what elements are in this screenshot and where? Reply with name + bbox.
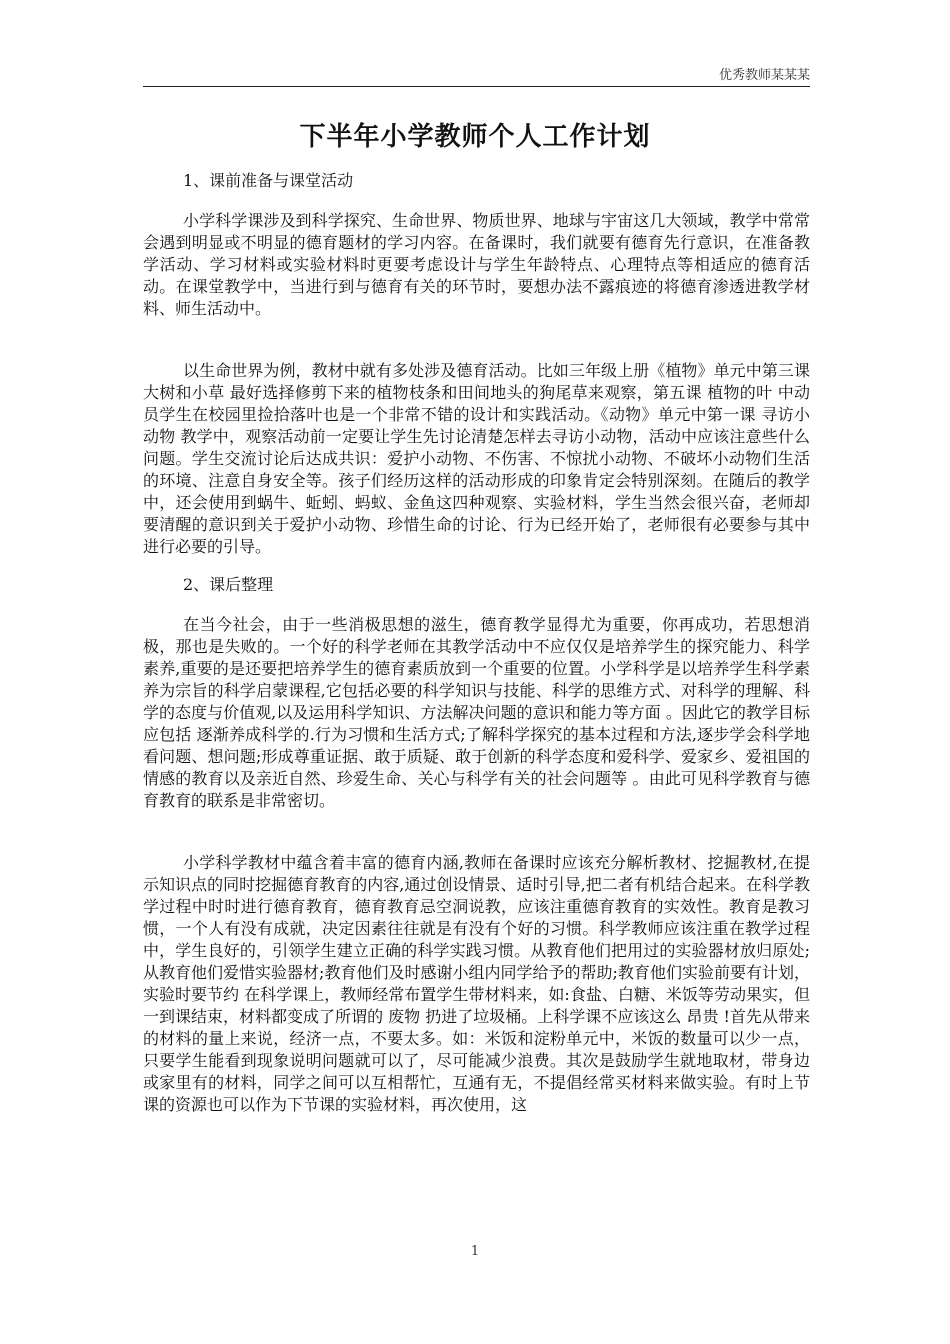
header-divider	[143, 86, 810, 87]
section-heading-2: 2、课后整理	[183, 575, 274, 594]
document-body	[143, 170, 810, 1116]
document-title: 下半年小学教师个人工作计划	[299, 122, 651, 152]
paragraph-4: 小学科学教材中蕴含着丰富的德育内涵,教师在备课时应该充分解析教材、挖掘教材,在提示知识点的同时挖掘德育教育的内容,通过创设情景、适时引导,把二者有机结合起来。在科学教学过程中时时进行德育教育，德育教育忌空洞说教，应该注重德育教育的实效性。教育是教习惯，一个人有没有成就，决定因素往往就是有没有个好的习惯。科学教师应该注重在教学过程中，学生良好的，引领学生建立正确的科学实践习惯。从教育他们把用过的实验器材放归原处;从教育他们爱惜实验器材;教育他们及时感谢小组内同学给予的帮助;教育他们实验前要有计划，实验时要节约 在科学课上，教师经常布置学生带材料来，如:食盐、白糖、米饭等劳动果实，但一到课结束，材料都变成了所谓的 废物 扔进了垃圾桶。上科学课不应该这么 昂贵 !首先从带来的材料的量上来说，经济一点，不要太多。如：米饭和淀粉单元中，米饭的数量可以少一点，只要学生能看到现象说明问题就可以了，尽可能减少浪费。其次是鼓励学生就地取材，带身边或家里有的材料，同学之间可以互相帮忙，互通有无，不提倡经常买材料来做实验。有时上节课的资源也可以作为下节课的实验材料，再次使用，这	[143, 853, 810, 1114]
page-number: 1	[470, 1244, 480, 1259]
section-heading-1: 1、课前准备与课堂活动	[183, 171, 354, 190]
paragraph-3: 在当今社会，由于一些消极思想的滋生，德育教学显得尤为重要，你再成功，若思想消极，那也是失败的。一个好的科学老师在其教学活动中不应仅仅是培养学生的探究能力、科学素养,重要的是还要把培养学生的德育素质放到一个重要的位置。小学科学是以培养学生科学素养为宗旨的科学启蒙课程,它包括必要的科学知识与技能、科学的思维方式、对科学的理解、科学的态度与价值观,以及运用科学知识、方法解决问题的意识和能力等方面 。因此它的教学目标应包括 逐渐养成科学的.行为习惯和生活方式;了解科学探究的基本过程和方法,逐步学会科学地看问题、想问题;形成尊重证据、敢于质疑、敢于创新的科学态度和爱科学、爱家乡、爱祖国的情感的教育以及亲近自然、珍爱生命、关心与科学有关的社会问题等 。由此可见科学教育与德育教育的联系是非常密切。	[143, 615, 810, 810]
paragraph-2: 以生命世界为例，教材中就有多处涉及德育活动。比如三年级上册《植物》单元中第三课 大树和小草 最好选择修剪下来的植物枝条和田间地头的狗尾草来观察，第五课 植物的叶 中动员学生在校园里捡拾落叶也是一个非常不错的设计和实践活动。《动物》单元中第一课 寻访小动物 教学中，观察活动前一定要让学生先讨论清楚怎样去寻访小动物，活动中应该注意些什么问题。学生交流讨论后达成共识：爱护小动物、不伤害、不惊扰小动物、不破坏小动物们生活的环境、注意自身安全等。孩子们经历这样的活动形成的印象肯定会特别深刻。在随后的教学中，还会使用到蜗牛、蚯蚓、蚂蚁、金鱼这四种观察、实验材料，学生当然会很兴奋，老师却要清醒的意识到关于爱护小动物、珍惜生命的讨论、行为已经开始了，老师很有必要参与其中进行必要的引导。	[143, 361, 810, 556]
header-author: 优秀教师某某某	[718, 68, 810, 83]
paragraph-1: 小学科学课涉及到科学探究、生命世界、物质世界、地球与宇宙这几大领域，教学中常常会遇到明显或不明显的德育题材的学习内容。在备课时，我们就要有德育先行意识，在准备教学活动、学习材料或实验材料时更要考虑设计与学生年龄特点、心理特点等相适应的德育活动。在课堂教学中，当进行到与德育有关的环节时，要想办法不露痕迹的将德育渗透进教学材料、师生活动中。	[143, 211, 810, 318]
